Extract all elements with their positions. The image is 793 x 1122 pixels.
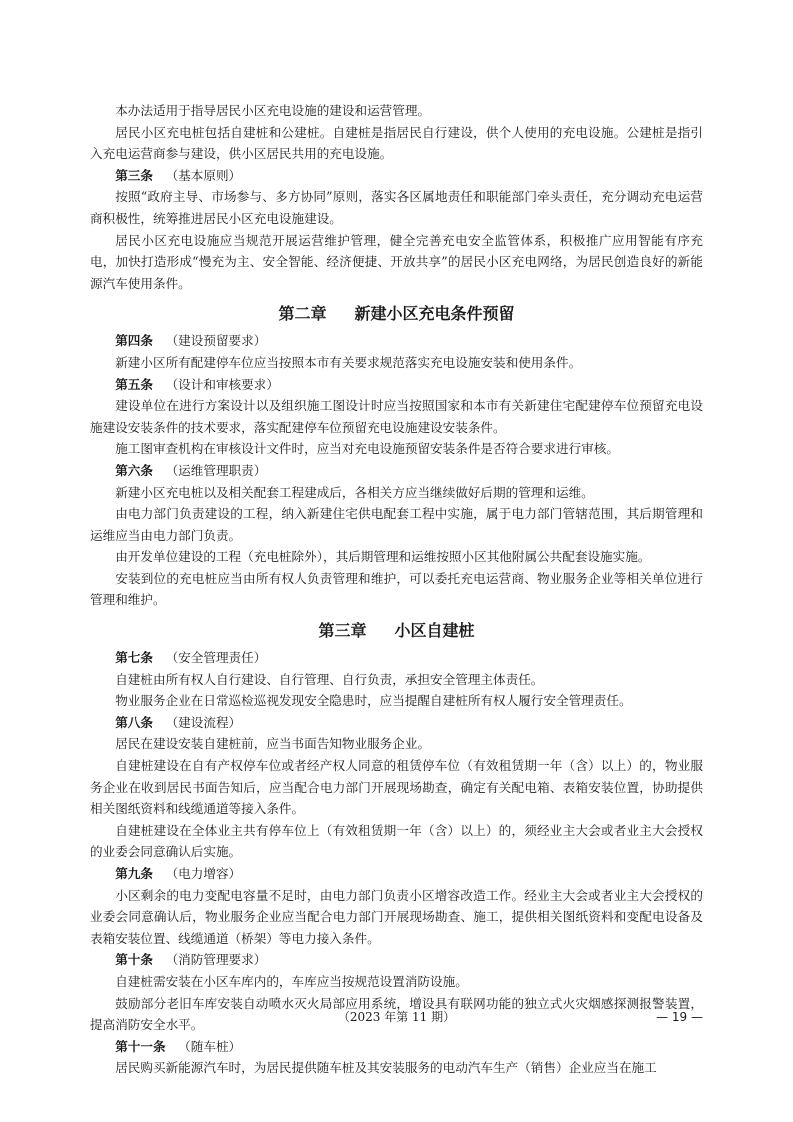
paragraph: 由开发单位建设的工程（充电桩除外），其后期管理和运维按照小区其他附属公共配套设施实施。 bbox=[115, 549, 651, 565]
chapter-heading bbox=[90, 298, 703, 330]
paragraph: 施工图审查机构在审核设计文件时，应当对充电设施预留安装条件是否符合要求进行审核。 bbox=[115, 441, 619, 457]
article-title: （建设流程） bbox=[165, 714, 242, 730]
article-title: （消防管理要求） bbox=[165, 952, 267, 968]
article-number: 第十条 bbox=[115, 952, 153, 968]
chapter-number: 第二章 bbox=[278, 304, 327, 324]
chapter-number: 第三章 bbox=[318, 621, 367, 641]
paragraph: 自建桩需安装在小区车库内的，车库应当按规范设置消防设施。 bbox=[115, 973, 468, 989]
paragraph: 安装到位的充电桩应当由所有权人负责管理和维护，可以委托充电运营商、物业服务企业等相关单位进行管理和维护。 bbox=[90, 570, 703, 608]
paragraph: 按照“政府主导、市场参与、多方协同”原则，落实各区属地责任和职能部门牵头责任，充分调动充电运营商积极性，统筹推进居民小区充电设施建设。 bbox=[90, 189, 703, 226]
chapter-heading bbox=[90, 615, 703, 647]
paragraph: 新建小区充电桩以及相关配套工程建成后，各相关方应当继续做好后期的管理和运维。 bbox=[115, 484, 594, 500]
article-heading bbox=[90, 949, 703, 971]
article-title: （基本原则） bbox=[165, 167, 242, 183]
article-number: 第六条 bbox=[115, 462, 153, 478]
paragraph: 本办法适用于指导居民小区充电设施的建设和运营管理。 bbox=[115, 103, 431, 118]
paragraph: 建设单位在进行方案设计以及组织施工图设计时应当按照国家和本市有关新建住宅配建停车位预留充电设施建设安装条件的技术要求，落实配建停车位预留充电设施建设安装条件。 bbox=[90, 398, 703, 435]
article-title: （设计和审核要求） bbox=[165, 376, 279, 392]
page-footer bbox=[90, 1007, 703, 1027]
article-title: （建设预留要求） bbox=[165, 333, 267, 349]
article-title: （运维管理职责） bbox=[165, 462, 267, 478]
paragraph: 自建桩建设在自有产权停车位或者经产权人同意的租赁停车位（有效租赁期一年（含）以上）的，物业服务企业在收到居民书面告知后，应当配合电力部门开展现场勘查，确定有关配电箱、表箱安装位置，协助提供相关图纸资料和线缆通道等接入条件。 bbox=[90, 758, 703, 817]
paragraph: 居民小区充电桩包括自建桩和公建桩。自建桩是指居民自行建设，供个人使用的充电设施。公建桩是指引入充电运营商参与建设，供小区居民共用的充电设施。 bbox=[90, 124, 703, 162]
paragraph: 新建小区所有配建停车位应当按照本市有关要求规范落实充电设施安装和使用条件。 bbox=[115, 354, 582, 370]
article-heading bbox=[90, 1036, 703, 1058]
article-title: （电力增容） bbox=[165, 866, 242, 881]
chapter-title: 新建小区充电条件预留 bbox=[354, 304, 515, 324]
paragraph: 居民小区充电设施应当规范开展运营维护管理，健全完善充电安全监管体系，积极推广应用智能有序充电，加快打造形成“慢充为主、安全智能、经济便捷、开放共享”的居民小区充电网络，为居民创造良好的新能源汽车使用条件。 bbox=[90, 232, 703, 291]
article-number: 第七条 bbox=[115, 650, 153, 666]
article-number: 第四条 bbox=[115, 333, 153, 349]
article-title: （安全管理责任） bbox=[165, 650, 267, 666]
article-number: 第三条 bbox=[115, 167, 153, 183]
article-number: 第五条 bbox=[115, 376, 153, 392]
article-number: 第九条 bbox=[115, 866, 153, 881]
paragraph: 自建桩由所有权人自行建设、自行管理、自行负责，承担安全管理主体责任。 bbox=[115, 671, 544, 687]
issue-label: （2023 年第 11 期） bbox=[337, 1010, 456, 1024]
article-heading bbox=[90, 712, 703, 734]
paragraph: 小区剩余的电力变配电容量不足时，由电力部门负责小区增容改造工作。经业主大会或者业主大会授权的业委会同意确认后，物业服务企业应当配合电力部门开展现场勘查、施工，提供相关图纸资料和变配电设备及表箱安装位置、线缆通道（桥架）等电力接入条件。 bbox=[90, 887, 703, 946]
article-heading bbox=[90, 460, 703, 482]
document-body bbox=[90, 100, 703, 1079]
article-heading bbox=[90, 374, 703, 396]
paragraph: 物业服务企业在日常巡检巡视发现安全隐患时，应当提醒自建桩所有权人履行安全管理责任。 bbox=[115, 693, 632, 709]
page-number: — 19 — bbox=[656, 1010, 703, 1024]
article-number: 第十一条 bbox=[115, 1038, 166, 1054]
paragraph: 居民在建设安装自建桩前，应当书面告知物业服务企业。 bbox=[115, 736, 431, 752]
article-heading bbox=[90, 647, 703, 669]
article-number: 第八条 bbox=[115, 714, 153, 730]
paragraph: 自建桩建设在全体业主共有停车位上（有效租赁期一年（含）以上）的，须经业主大会或者业主大会授权的业委会同意确认后实施。 bbox=[90, 822, 703, 860]
article-heading bbox=[90, 165, 703, 187]
article-heading bbox=[90, 330, 703, 352]
paragraph: 鼓励部分老旧车库安装自动喷水灭火局部应用系统，增设具有联网功能的独立式火灾烟感探测报警装置，提高消防安全水平。 bbox=[90, 995, 703, 1033]
paragraph: 由电力部门负责建设的工程，纳入新建住宅供电配套工程中实施，属于电力部门管辖范围，其后期管理和运维应当由电力部门负责。 bbox=[90, 506, 703, 543]
article-heading bbox=[90, 863, 703, 885]
chapter-title: 小区自建桩 bbox=[394, 621, 475, 641]
article-title: （随车桩） bbox=[178, 1038, 242, 1054]
paragraph: 居民购买新能源汽车时，为居民提供随车桩及其安装服务的电动汽车生产（销售）企业应当在施工 bbox=[115, 1060, 657, 1076]
